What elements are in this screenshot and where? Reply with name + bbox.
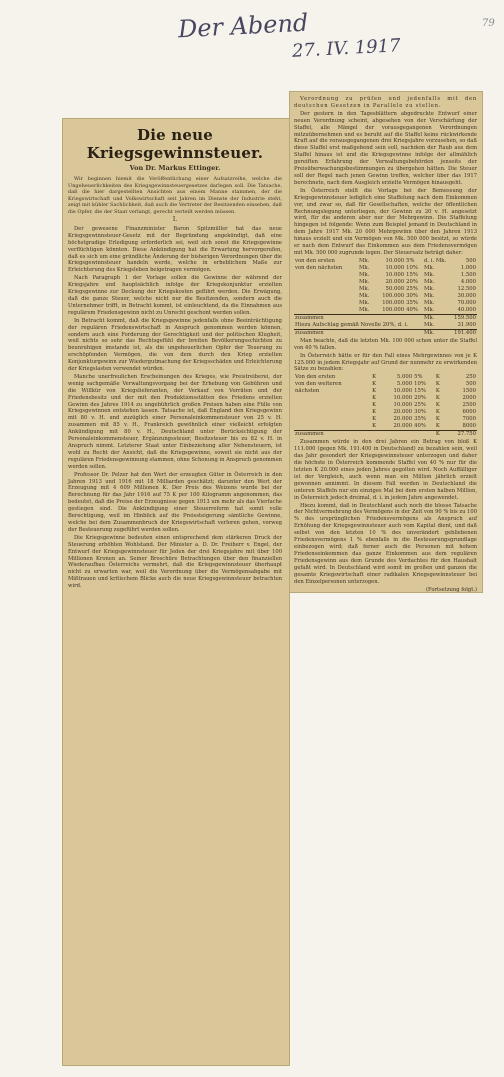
table-cell: 30% — [414, 409, 426, 416]
tax-table-austria — [294, 374, 477, 438]
table-cell: K — [372, 381, 377, 388]
table-cell: K — [372, 423, 377, 430]
table-row — [294, 423, 477, 431]
continuation-note: (Fortsetzung folgt.) — [425, 587, 477, 594]
table-cell: 100.000 — [382, 292, 405, 299]
table-cell — [294, 293, 358, 300]
table-row — [294, 388, 477, 395]
table-cell: 15% — [414, 388, 426, 395]
table-cell: 5% — [414, 374, 423, 381]
table-cell: 40% — [406, 306, 418, 313]
table-cell: 8000 — [462, 423, 476, 430]
table-cell — [294, 279, 358, 286]
table-cell: 500 — [465, 257, 476, 264]
table-row — [294, 374, 477, 381]
table-cell: 159.500 — [450, 314, 477, 322]
table-cell: Mk. — [424, 292, 435, 299]
table-cell: 10.000 — [393, 388, 413, 395]
table-cell: von den weiteren — [295, 381, 342, 388]
table-cell: zusammen — [294, 431, 371, 439]
table-cell: 7000 — [462, 416, 476, 423]
table-cell: Mk. — [359, 278, 370, 285]
table-cell: 1.500 — [460, 271, 476, 278]
table-cell: K — [372, 374, 377, 381]
paragraph: Nach Paragraph 1 der Vorlage sollen die Gewinne der während der Kriegsjahre und hauptsächlich infolge der Kriegskonjunktur erzielten Kriegsgewinne zur Deckung der Kriegskosten geführt werden. Die Erwägung, daß die ganze Steuer, welche nicht nur die Besitzenden, sondern auch die Unternehmer trifft, in Betracht kommt, ist einleuchtend, da die Einnahmen aus regulärem Friedensgewinn nicht zu Unrecht geschont werden sollen. — [68, 275, 282, 316]
table-row — [294, 300, 477, 307]
paragraph: In Österreich hätte er für den Fall eines Mehrgewinnes von je K 125.000 in jedem Kriegsjahr auf Grund der nunmehr zu erwirkenden Sätze zu bezahlen: — [294, 352, 477, 373]
table-cell: 6000 — [462, 409, 476, 416]
table-cell: 40.000 — [457, 306, 476, 313]
table-cell: 25% — [414, 402, 426, 409]
table-row — [294, 258, 477, 265]
table-cell: K — [372, 388, 377, 395]
table-cell: Mk. — [424, 271, 435, 278]
table-cell: K — [372, 395, 377, 402]
table-cell — [294, 409, 371, 416]
table-cell: 31.900 — [457, 321, 476, 328]
table-cell: 5.000 — [396, 381, 413, 388]
table-cell: 10.000 — [385, 271, 405, 278]
paragraph: Der gewesene Finanzminister Baron Spitzmüller hat das neue Kriegsgewinnsteuer-Gesetz mit der Begründung angekündigt, daß eine höchstgradige Erledigung erforderlich sei, weil sich sonst die Kriegsgewinne verflüchtigen könnten. Diese Ankündigung hat die Erwartung hervorgerufen, daß es sich um eine gründliche Änderung der bisherigen Verordnungen über die Kriegsgewinnsteuer handeln werde, welche in erheblichem Maße zur Erleichterung des Kriegsleben beigetragen vermögen. — [68, 225, 282, 274]
article-column-left — [68, 126, 282, 1056]
table-cell: 15% — [406, 271, 418, 278]
table-cell: 10.000 — [385, 257, 405, 264]
table-cell: 10% — [406, 264, 418, 271]
table-cell: 20% — [414, 395, 426, 402]
table-cell: 10% — [414, 381, 426, 388]
table-cell: Mk. — [359, 292, 370, 299]
table-cell: K — [435, 416, 440, 423]
table-cell: 5% — [406, 257, 415, 264]
table-cell: Mk. — [423, 314, 450, 322]
paragraph: Man beachte, daß die letzten Mk. 100 000 schon unter die Staffel von 40 % fallen. — [294, 337, 477, 351]
table-cell — [294, 286, 358, 293]
paragraph: In Österreich stellt die Vorlage bei der Bemessung der Kriegsgewinnsteuer lediglich eine Staffelung nach dem Einkommen vor, und zwar so, daß für Gesellschaften, welche der öffentlichen Rechnungslegung unterliegen, der Gewinn zu 20 v. H. angesetzt wird, für die anderen aber nur der Mehrgewinn. Die Staffelung hingegen ist folgende: Wenn zum Beispiel jemand in Deutschland in dem Jahre 1917 Mk. 20 000 Mehrgewinn über den Jahren 1913 hinaus erzielt und ein Vermögen von Mk. 500 000 besitzt, so würde er nach dem Entwurf das Einkommen aus dem Friedensvermögen mit Mk. 500 000 zugrunde legen. Der Steuersatz beträgt daher: — [294, 187, 477, 256]
table-cell: 70.000 — [457, 299, 476, 306]
table-cell: Mk. — [423, 329, 450, 337]
table-row — [294, 272, 477, 279]
table-cell: Mk. — [424, 264, 435, 271]
table-cell: 10.000 — [393, 395, 413, 402]
table-cell: K — [435, 431, 444, 439]
table-cell: Mk. — [424, 285, 435, 292]
table-cell — [294, 395, 371, 402]
table-cell: Von den ersten — [295, 374, 336, 381]
table-cell: K — [372, 416, 377, 423]
handwritten-date: 27. IV. 1917 — [291, 35, 402, 62]
table-cell: d. i. Mk. — [424, 257, 447, 264]
paragraph: In Betracht kommt, daß die Kriegsgewinne jedenfalls ohne Beeinträchtigung der regulären Friedenswirtschaft in Anspruch genommen werden können, sondern auch eine Forderung der Gerechtigkeit und der politischen Klugheit, weil nichts so sehr das Rechtsgefühl der breiten Bevölkerungsschichten zu beunruhigen imstande ist, als die ungeheuerlichen Opfer der Teuerung zu erschöpfenden Vermögen, die von dem durch den Krieg erzielten Konjunkturgewinn zur Wiedergutmachung der Kriegsschäden und Erleichterung der Kriegslasten verwendet würden. — [68, 317, 282, 373]
paragraph: Die Kriegsgewinne bedeuten einen entsprechend dem stärkeren Druck der Steuerung erhöhten Wohlstand. Der Minister a. D. Dr. Freiherr v. Engel, der Entwurf der Kriegsgewinnsteuer für Jeden der drei Kriegsjahre mit über 100 Millionen Kronen an. Seiner Broschüre Betrachtungen über den finanziellen Wiederaufbau Österreichs vermehrt, daß die Kriegsgewinnsteuer überhaupt nicht zu erwarten war, weil die Verordnung über die Vermögensabgabe mit Mißtrauen und kritischem Blicke auch die neue Kriegsgewinnsteuer betrachten wird. — [68, 534, 282, 590]
table-cell: K — [372, 409, 377, 416]
table-cell: 10.000 — [393, 402, 413, 409]
table-cell: 35% — [414, 416, 426, 423]
table-cell: Mk. — [359, 257, 370, 264]
paragraph: Der gestern in den Tagesblättern abgedruckte Entwurf einer neuen Verordnung scheint, abgesehen von der Verschärfung der Staffel, alle Mängel der vorausgegangenen Verordnungen mitzuübernehmen und es beruht auf die Staffel keine rückwirkende Kraft auf die vorausgegangenen drei Kriegsjahre vorzusehen, so daß diese Staffel erst maßgebend sein soll, nachdem der Raub aus dem Staffel hinaus ist und die Kriegsgewinne infolge der allmählich gereiften Erfahrung der Verwaltungsbehörden jenseits der Preisüberwachungsbestimmungen zu übergehen hätten. Die Steuer soll der Regel nach jenen Gewinn treffen, welcher über das 1917 berechnete, nach dem Ausgleich erzielte Vermögen hinausgeht. — [294, 110, 477, 186]
table-cell: von den ersten — [295, 257, 335, 264]
archive-number: 79 — [482, 18, 495, 29]
table-cell — [294, 416, 371, 423]
table-cell: 20.000 — [393, 416, 413, 423]
table-row — [294, 402, 477, 409]
table-cell: Mk. — [359, 299, 370, 306]
table-cell — [294, 307, 358, 315]
table-row — [294, 416, 477, 423]
section-number: I. — [172, 216, 178, 223]
table-cell: 100.000 — [382, 306, 405, 313]
table-cell: 50.000 — [385, 285, 405, 292]
handwritten-source: Der Abend — [177, 8, 309, 44]
table-cell: K — [435, 388, 440, 395]
table-cell: K — [435, 395, 440, 402]
table-cell: K — [372, 402, 377, 409]
article-column-right — [294, 96, 477, 594]
table-cell: K — [435, 402, 440, 409]
table-cell: 20% — [406, 278, 418, 285]
table-cell: K — [435, 423, 440, 430]
table-cell: 2000 — [462, 395, 476, 402]
table-cell: 30% — [406, 292, 418, 299]
table-cell: 25% — [406, 285, 418, 292]
table-cell — [294, 423, 371, 431]
paragraph: Professor Dr. Pelzer hat den Wert der erzeugten Güter in Österreich in den Jahren 1913 und 1916 mit 18 Milliarden geschätzt; darunter den Wert der Erzeugung mit 4 609 Millionen K. Der Preis des Weizens wurde bei der Berechnung für das Jahr 1916 auf 75 K per 100 Kilogramm angenommen, das bedeutet, daß die Preise der Erzeugnisse gegen 1913 um mehr als das Vierfache gestiegen sind. Die Ankündigung einer Steuerreform hat somit volle Berechtigung, weil im Hinblick auf die Preissteigerung sämtliche Gewinne, welche bei dem Zusammenbruch der Kriegswirtschaft verloren gehen, vorweg der Besteuerung zugeführt werden sollen. — [68, 471, 282, 533]
table-cell: nächsten — [295, 388, 320, 395]
table-cell: 2500 — [462, 402, 476, 409]
table-cell: 1500 — [462, 388, 476, 395]
table-cell: 35% — [406, 299, 418, 306]
table-cell: 4.000 — [460, 278, 476, 285]
paragraph: Zusammen würde in den drei Jahren ein Betrag von bloß K 111.000 (gegen Mk. 191.400 in Deutschland) zu bezahlen sein, weil das Jahr gesondert der Kriegsgewinnsteuer unterzogen und daher die höchste in Österreich kommende Staffel von 40 % nur für die letzten K 20.000 eines jeden Jahres gegolten wird. Noch Auffälliger ist der Vergleich, auch wenn man ein Million jährlich erzielt gewonnen annimmt. In diesem Fall werden in Deutschland die unteren Staffeln nur ein einziges Mal bei dem ersten halben Million, in Österreich jedoch dreimal, d. i. in jedem Jahre angewendet. — [294, 439, 477, 501]
table-cell: 20.000 — [393, 409, 413, 416]
table-cell: Mk. — [359, 306, 370, 313]
table-cell: Mk. — [424, 306, 435, 313]
table-cell: 30.000 — [457, 292, 476, 299]
table-row — [294, 265, 477, 272]
table-row — [294, 381, 477, 388]
paragraph: Manche unerfreulichen Erscheinungen des Krieges, wie Preistreiberei, der wenig sachgemäße Verwaltungsvorgang bei der Erhebung von Gebühren und die Willkür von Kriegslieferanten, der Verkauf von Vorräten und der Friedensbesitz und der mit den Produktionsstätten des Friedens erzielten Gewinn des Jahres 1914 zu ungebührlich großen Preisen haben eine Fülle von Kriegsgewinnen entstehen lassen. Tatsache ist, daß England den Kriegsgewinn mit 80 v. H. und zuzüglich einer Personaleinkommensteuer von 25 v. H. zusammen mit 85 v. H., Frankreich gewöhnlich einer vielleicht erfolgten Ankündigung mit 80 v. H., Deutschland unter Berücksichtigung der Personaleinkommensteuer, Ergänzungssteuer, Besitzsteuer bis zu 82 v. H. in Anspruch nimmt. Letzterer Staat unter Einbeziehung aller Nebensteuern, ist wohl zu Recht der Ansicht, daß die Kriegsgewinne, soweit sie nicht aus der regulären Friedensgewinnung stammen, ohne Schonung in Anspruch genommen werden sollen. — [68, 373, 282, 470]
table-cell: K — [435, 381, 440, 388]
table-cell: Hiezu Aufschlag gemäß Novelle 20%, d. i. — [295, 321, 408, 328]
table-cell: 10.000 — [385, 264, 405, 271]
table-cell: Mk. — [424, 299, 435, 306]
table-cell: Mk. — [359, 271, 370, 278]
article-author: Von Dr. Markus Ettinger. — [129, 164, 221, 172]
table-cell: 1.000 — [460, 264, 476, 271]
tax-table-germany — [294, 258, 477, 337]
table-cell: 250 — [465, 374, 476, 381]
table-cell: zusammen — [294, 329, 358, 337]
table-cell: von den nächsten — [295, 264, 343, 271]
table-cell: 191.400 — [450, 329, 477, 337]
table-cell: Mk. — [424, 278, 435, 285]
paragraph: Hiezu kommt, daß in Deutschland auch noch die blosse Tatsache der Nichtvermehrung des Vermögens in der Zeit von 90 % bis zu 100 % des ursprünglichen Friedensvermögens als Anspruch auf Erhöhung der Kriegsgewinnsteuer auch vom Kapital dient, und daß selbst von den letzten 10 % des unverändert gebliebenen Friedensvermögens 1 % ebenfalls in die Besteuerungsgrundlage einbezogen wird; daß ferner auch die Personen mit hohem Friedenseinkommen das ganze Einkommen aus dem regulären Friedensgewinn aus dem Grunde des Verdachtes für den Haushalt gefaßt wird. In Deutschland wird somit im großen und ganzen die gesamte Kriegswirtschaft einer radikalen Kriegsgewinnsteuer bei den Einzelpersonen unterzogen. — [294, 502, 477, 585]
table-cell: Mk. — [424, 321, 435, 328]
table-cell — [294, 300, 358, 307]
table-cell — [294, 272, 358, 279]
table-cell: 100.000 — [382, 299, 405, 306]
article-title: Die neue Kriegsgewinnsteuer. — [86, 126, 264, 162]
table-cell: 500 — [465, 381, 476, 388]
table-cell: 20.000 — [385, 278, 405, 285]
table-cell — [294, 402, 371, 409]
table-row — [294, 279, 477, 286]
table-cell: 5.000 — [396, 374, 413, 381]
paragraph: Verordnung zu prüfen und jedenfalls mit den deutschen Gesetzen in Parallele zu stellen. — [294, 96, 477, 109]
table-cell: Mk. — [359, 285, 370, 292]
table-cell: 40% — [414, 423, 426, 430]
table-row — [294, 395, 477, 402]
table-row — [294, 409, 477, 416]
table-row — [294, 286, 477, 293]
table-cell: K — [435, 409, 440, 416]
table-cell: K — [435, 374, 440, 381]
table-cell: 12.500 — [457, 285, 476, 292]
table-row — [294, 307, 477, 315]
table-row — [294, 293, 477, 300]
table-cell: 27.750 — [444, 431, 477, 439]
table-cell: Mk. — [359, 264, 370, 271]
article-intro: Wir beginnen hiemit die Veröffentlichung einer Aufsatzreihe, welche die Ungeheuerlichkeiten des Kriegsgewinnsteuergesetzes darlegen soll. Die Tatsache, daß die hier dargestellten Ansichten aus einem Manne stammen, der die Kriegswirtschaft und Volkswirtschaft seit Jahren im Dienste der Industrie steht, zeigt mit kühler Sachlichkeit, daß auch die Vertreter der Besitzenden einsehen, daß die Opfer, die der Staat verlangt, gerecht verteilt werden müssen. — [68, 176, 282, 215]
table-cell: 20.000 — [393, 423, 413, 430]
table-cell: zusammen — [294, 314, 358, 322]
